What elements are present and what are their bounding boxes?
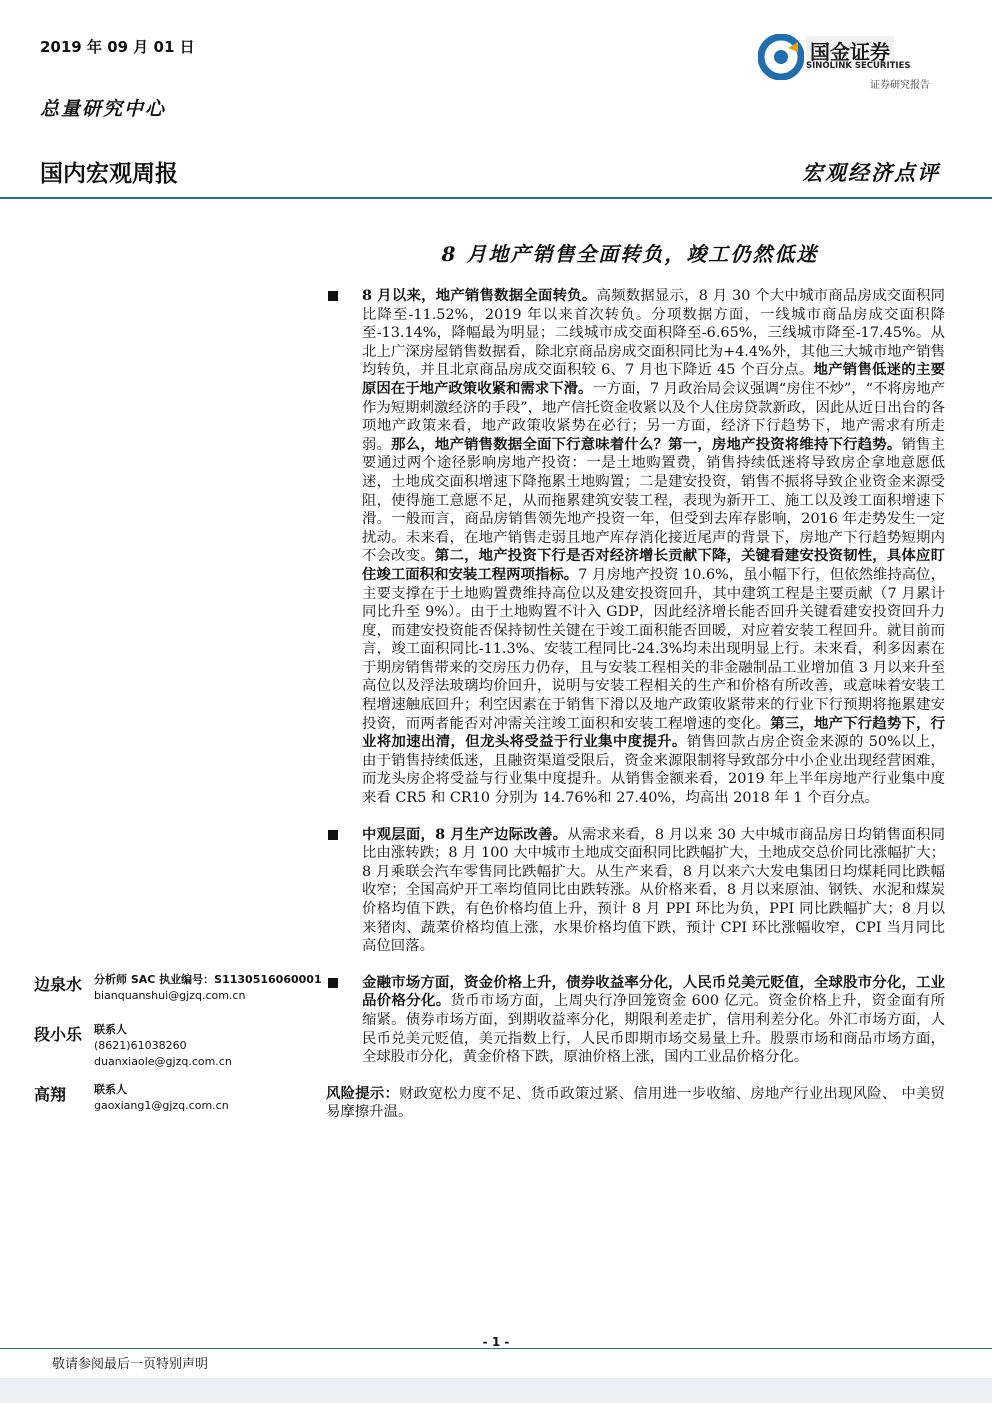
bullet-marker — [328, 291, 338, 301]
main-title: 8 月地产销售全面转负，竣工仍然低迷 — [441, 242, 819, 266]
author-name: 边泉水 — [34, 975, 83, 994]
author-email: gaoxiang1@gjzq.com.cn — [94, 1099, 229, 1112]
author-email: duanxiaole@gjzq.com.cn — [94, 1055, 232, 1068]
bullet-paragraph — [326, 974, 945, 1067]
bold-text-segment: 8 月以来，地产销售数据全面转负。 — [362, 287, 597, 304]
logo-english-name: SINOLINK SECURITIES — [806, 61, 911, 71]
author-name: 高翔 — [34, 1085, 67, 1104]
bullet-paragraph — [326, 287, 945, 808]
author-role: 分析师 SAC 执业编号： — [94, 973, 215, 986]
text-segment: 高频数据显示，8 月 30 个大中城市商品房成交面积同比降至-11.52%，2019 年以来首次转负。分项数据方面，一线城市商品房成交面积降至-13.14%，降幅最为明显；二线城市成交面积降至-6.65%，三线城市降至-17.45%。从北上广深房屋销售数据看，除北京商品房成交面积同比为+4.4%外，其他三大城市地产销售均转负，并且北京商品房成交面积较 6、7 月也下降近 45 个百分点。 — [362, 288, 945, 379]
company-logo — [758, 30, 958, 90]
header-divider — [0, 197, 992, 199]
bold-text-segment: 地产销售低迷的主要原因在于地产政策收紧和需求下滑。 — [362, 361, 945, 397]
bullet-paragraph — [326, 826, 945, 956]
author-entry — [34, 1022, 324, 1070]
department-name: 总量研究中心 — [40, 98, 167, 120]
report-date: 2019 年 09 月 01 日 — [40, 38, 195, 56]
logo-subtitle: 证券研究报告 — [870, 80, 930, 91]
bullet-marker — [328, 978, 338, 988]
author-role: 联系人 — [94, 1023, 127, 1036]
text-segment: 销售主要通过两个途径影响房地产投资：一是土地购置费，销售持续低迷将导致房企拿地意愿低迷，土地成交面积增速下降拖累土地购置；二是建安投资，销售不振将导致企业资金来源受阻，使得施工意愿不足，从而拖累建筑安装工程，表现为新开工、施工以及竣工面积增速下滑。一般而言，商品房销售领先地产投资一年，但受到去库存影响，2016 年走势发生一定扰动。未来看，在地产销售走弱且地产库存消化接近尾声的背景下，房地产下行趋势短期内不会改变。 — [362, 436, 945, 565]
report-body — [326, 287, 945, 1122]
text-segment: 7 月房地产投资 10.6%，虽小幅下行，但依然维持高位，主要支撑在于土地购置费维持高位以及建安投资回升，其中建筑工程是主要贡献（7 月累计同比升至 9%）。由于土地购置不计入 GDP，因此经济增长能否回升关键看建安投资回升力度，而建安投资能否保持韧性关键在于竣工面积能否回暖，对应着安装工程回升。就目前而言，竣工面积同比-11.3%、安装工程同比-24.3%均未出现明显上行。未来看，利多因素在于期房销售带来的交房压力仍存，且与安装工程相关的非金融制品工业增加值 3 月以来升至高位以及浮法玻璃均价回升，说明与安装工程相关的生产和价格有所改善，或意味着安装工程增速触底回升；利空因素在于销售下滑以及地产政策收紧带来的行业下行预期将拖累建安投资，而两者能否对冲需关注竣工面积和安装工程增速的变化。 — [362, 566, 945, 732]
author-list — [34, 972, 324, 1126]
text-segment: 一方面，7 月政治局会议强调“房住不炒”，“不将房地产作为短期刺激经济的手段”，地产信托资金收紧以及个人住房贷款新政，因此从近日出台的各项地产政策来看，地产政策收紧势在必行；另一方面，经济下行趋势下，地产需求有所走弱。 — [362, 380, 945, 453]
text-segment: 从需求来看，8 月以来 30 大中城市商品房日均销售面积同比由涨转跌；8 月 100 大中城市土地成交面积同比跌幅扩大，土地成交总价同比涨幅扩大；8 月乘联会汽车零售同比跌幅扩大。从生产来看，8 月以来六大发电集团日均煤耗同比跌幅收窄；全国高炉开工率均值同比由跌转涨。从价格来看，8 月以来原油、钢铁、水泥和煤炭价格均值下跌，有色价格均值上升，预计 8 月 PPI 环比为负，PPI 同比跌幅扩大；8 月以来猪肉、蔬菜价格均值上涨，水果价格均值下跌，预计 CPI 环比涨幅收窄，CPI 当月同比高位回落。 — [362, 826, 945, 955]
bold-text-segment: 中观层面，8 月生产边际改善。 — [362, 825, 568, 843]
page-number: - 1 - — [482, 1335, 510, 1349]
text-segment: 货币市场方面，上周央行净回笼资金 600 亿元。资金价格上升，资金面有所缩紧。债券市场方面，到期收益率分化，期限利差走扩，信用利差分化。外汇市场方面，人民币兑美元贬值，美元指数上行，人民币即期市场交易量上升。股票市场和商品市场方面，全球股市分化，黄金价格下跌，原油价格上涨，国内工业品价格分化。 — [362, 993, 945, 1066]
bold-text-segment: 金融市场方面，资金价格上升，债券收益率分化，人民币兑美元贬值，全球股市分化，工业品价格分化。 — [362, 973, 945, 1010]
risk-text: 财政宽松力度不足、货币政策过紧、信用进一步收缩、房地产行业出现风险、 中美贸易摩擦升温。 — [326, 1085, 945, 1121]
footer-disclaimer: 敬请参阅最后一页特别声明 — [52, 1357, 209, 1372]
report-type: 宏观经济点评 — [802, 160, 940, 185]
author-phone: (8621)61038260 — [94, 1039, 187, 1052]
bullet-marker — [328, 830, 338, 840]
bold-text-segment: 第二，地产投资下行是否对经济增长贡献下降，关键看建安投资韧性，具体应盯住竣工面积和安装工程两项指标。 — [362, 547, 945, 583]
footer-band — [0, 1378, 992, 1403]
logo-mark-icon — [758, 34, 804, 80]
text-segment: 销售回款占房企资金来源的 50%以上，由于销售持续低迷，且融资渠道受限后，资金来源限制将导致部分中小企业出现经营困难，而龙头房企将受益与行业集中度提升。从销售金额来看，2019 年上半年房地产行业集中度来看 CR5 和 CR10 分别为 14.76%和 27.40%，均高出 2018 年 1 个百分点。 — [362, 734, 945, 807]
risk-label: 风险提示： — [326, 1084, 400, 1102]
risk-warning — [326, 1085, 945, 1122]
bold-text-segment: 第三，地产下行趋势下，行业将加速出清，但龙头将受益于行业集中度提升。 — [362, 714, 945, 751]
author-sac-number: S1130516060001 — [214, 973, 322, 986]
footer-divider — [0, 1348, 992, 1349]
author-entry — [34, 972, 324, 1004]
bold-text-segment: 那么，地产销售数据全面下行意味着什么？第一，房地产投资将维持下行趋势。 — [391, 435, 902, 453]
author-role: 联系人 — [94, 1083, 127, 1096]
logo-name: 国金证券 — [806, 36, 894, 65]
author-name: 段小乐 — [34, 1025, 83, 1044]
author-entry — [34, 1082, 324, 1114]
report-series-title: 国内宏观周报 — [40, 161, 178, 187]
author-email: bianquanshui@gjzq.com.cn — [94, 989, 246, 1002]
